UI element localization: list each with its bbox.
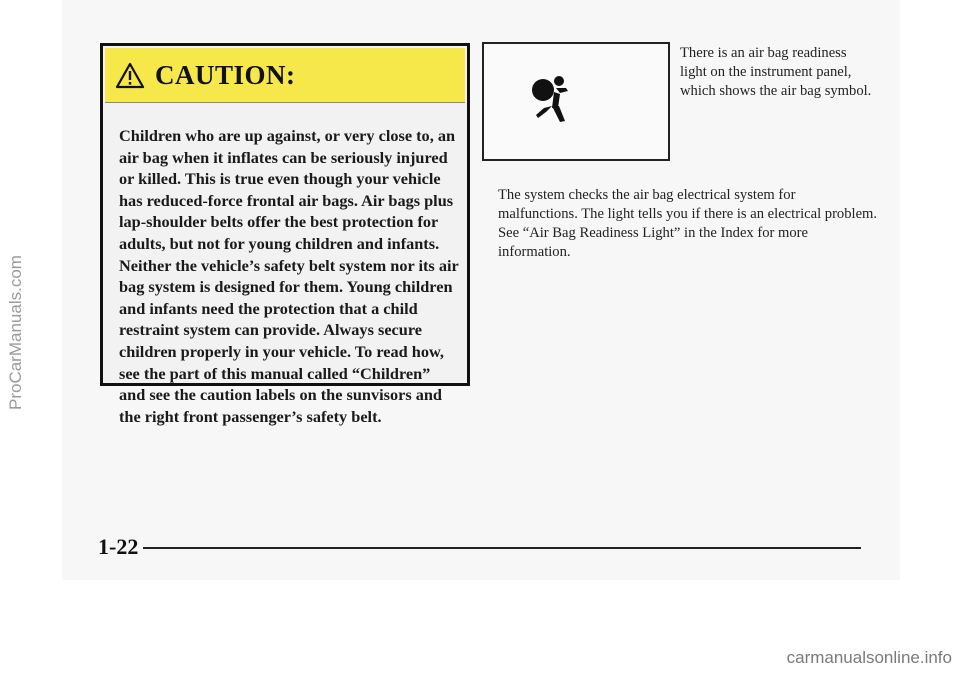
side-watermark: ProCarManuals.com xyxy=(6,255,25,410)
caution-header xyxy=(105,48,465,103)
caution-title xyxy=(115,60,296,91)
footer-rule xyxy=(143,547,861,549)
bottom-watermark: carmanualsonline.info xyxy=(786,648,952,667)
caution-text: Children who are up against, or very close to, an air bag when it inflates can be seriously injured or killed. This is true even though your vehicle has reduced-force frontal air bags. Air bags plus lap-shoulder belts offer the best protection for adults, but not for young children and infants. Neither the vehicle’s safety belt system nor its air bag system is designed for them. Young children and infants need the protection that a child restraint system can provide. Always secure children properly in your vehicle. To read how, see the part of this manual called “Children” and see the caution labels on the sunvisors and the right front passenger’s safety belt. xyxy=(119,126,459,426)
air-bag-symbol-icon xyxy=(530,72,574,128)
system-check-paragraph: The system checks the air bag electrical system for malfunctions. The light tells you if there is an electrical problem. See “Air Bag Readiness Light” in the Index for more information. xyxy=(498,187,878,260)
warning-triangle-icon xyxy=(115,62,145,89)
caution-box xyxy=(100,43,470,426)
page-number: 1-22 xyxy=(98,534,139,559)
readiness-light-description: There is an air bag readiness light on the instrument panel, which shows the air bag symbol. xyxy=(680,45,872,99)
readiness-light-icon-box xyxy=(482,42,670,161)
caution-title-text: CAUTION: xyxy=(155,59,296,90)
